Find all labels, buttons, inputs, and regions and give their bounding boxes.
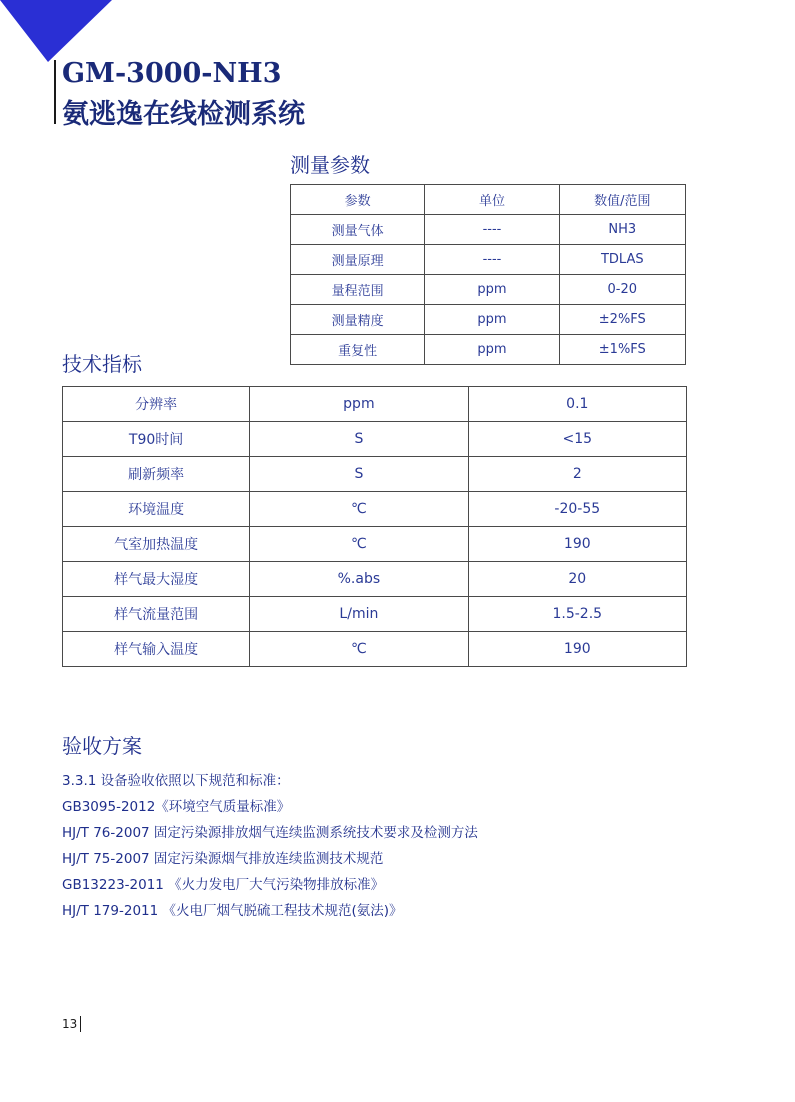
technical-section-title: 技术指标 <box>62 352 142 376</box>
table-cell: 测量原理 <box>291 245 425 275</box>
table-cell: ppm <box>425 275 559 305</box>
table-cell: 测量精度 <box>291 305 425 335</box>
table-cell: 样气输入温度 <box>63 632 250 667</box>
table-cell: 1.5-2.5 <box>468 597 686 632</box>
product-subtitle: 氨逃逸在线检测系统 <box>62 99 305 130</box>
table-row <box>63 422 687 457</box>
table-cell: S <box>250 457 468 492</box>
table-cell: 2 <box>468 457 686 492</box>
table-cell: 样气最大湿度 <box>63 562 250 597</box>
model-title: GM-3000-NH3 <box>62 58 282 89</box>
table-cell: -20-55 <box>468 492 686 527</box>
list-item: HJ/T 76-2007 固定污染源排放烟气连续监测系统技术要求及检测方法 <box>62 825 478 841</box>
table-cell: %.abs <box>250 562 468 597</box>
technical-table <box>62 386 687 667</box>
table-cell: ℃ <box>250 527 468 562</box>
header-cell: 数值/范围 <box>559 185 685 215</box>
table-cell: ppm <box>425 335 559 365</box>
table-cell: ppm <box>250 387 468 422</box>
table-cell: <15 <box>468 422 686 457</box>
table-cell: 测量气体 <box>291 215 425 245</box>
table-cell: 气室加热温度 <box>63 527 250 562</box>
header-cell: 单位 <box>425 185 559 215</box>
acceptance-section-title: 验收方案 <box>62 734 142 758</box>
table-row <box>291 305 686 335</box>
table-cell: TDLAS <box>559 245 685 275</box>
table-cell: ℃ <box>250 492 468 527</box>
table-cell: 190 <box>468 632 686 667</box>
table-row <box>63 597 687 632</box>
table-row <box>63 527 687 562</box>
table-cell: 分辨率 <box>63 387 250 422</box>
list-item: GB13223-2011 《火力发电厂大气污染物排放标准》 <box>62 877 385 893</box>
table-cell: 0-20 <box>559 275 685 305</box>
title-accent-line <box>54 60 56 124</box>
table-row <box>291 335 686 365</box>
table-cell: T90时间 <box>63 422 250 457</box>
table-cell: NH3 <box>559 215 685 245</box>
table-cell: ±1%FS <box>559 335 685 365</box>
list-item: HJ/T 75-2007 固定污染源烟气排放连续监测技术规范 <box>62 851 384 867</box>
acceptance-standards-list <box>62 768 478 924</box>
page-number: 13 <box>62 1017 78 1031</box>
table-row <box>291 215 686 245</box>
list-item: 3.3.1 设备验收依照以下规范和标准： <box>62 773 290 789</box>
table-cell: 量程范围 <box>291 275 425 305</box>
table-row <box>291 275 686 305</box>
corner-triangle-decoration <box>0 0 120 62</box>
measurement-table <box>290 184 686 365</box>
table-row <box>63 457 687 492</box>
page-number-divider <box>80 1016 81 1032</box>
table-row <box>63 387 687 422</box>
table-cell: 环境温度 <box>63 492 250 527</box>
table-row <box>63 562 687 597</box>
header-cell: 参数 <box>291 185 425 215</box>
table-cell: ---- <box>425 245 559 275</box>
measurement-section-title: 测量参数 <box>290 153 370 177</box>
table-cell: ±2%FS <box>559 305 685 335</box>
table-cell: ---- <box>425 215 559 245</box>
table-cell: 20 <box>468 562 686 597</box>
table-header-row <box>291 185 686 215</box>
table-cell: S <box>250 422 468 457</box>
table-row <box>63 632 687 667</box>
table-row <box>63 492 687 527</box>
table-cell: 190 <box>468 527 686 562</box>
list-item: HJ/T 179-2011 《火电厂烟气脱硫工程技术规范(氨法)》 <box>62 903 403 919</box>
table-cell: ℃ <box>250 632 468 667</box>
table-row <box>291 245 686 275</box>
list-item: GB3095-2012《环境空气质量标准》 <box>62 799 291 815</box>
table-cell: 0.1 <box>468 387 686 422</box>
table-cell: L/min <box>250 597 468 632</box>
table-cell: 刷新频率 <box>63 457 250 492</box>
table-cell: ppm <box>425 305 559 335</box>
table-cell: 重复性 <box>291 335 425 365</box>
table-cell: 样气流量范围 <box>63 597 250 632</box>
